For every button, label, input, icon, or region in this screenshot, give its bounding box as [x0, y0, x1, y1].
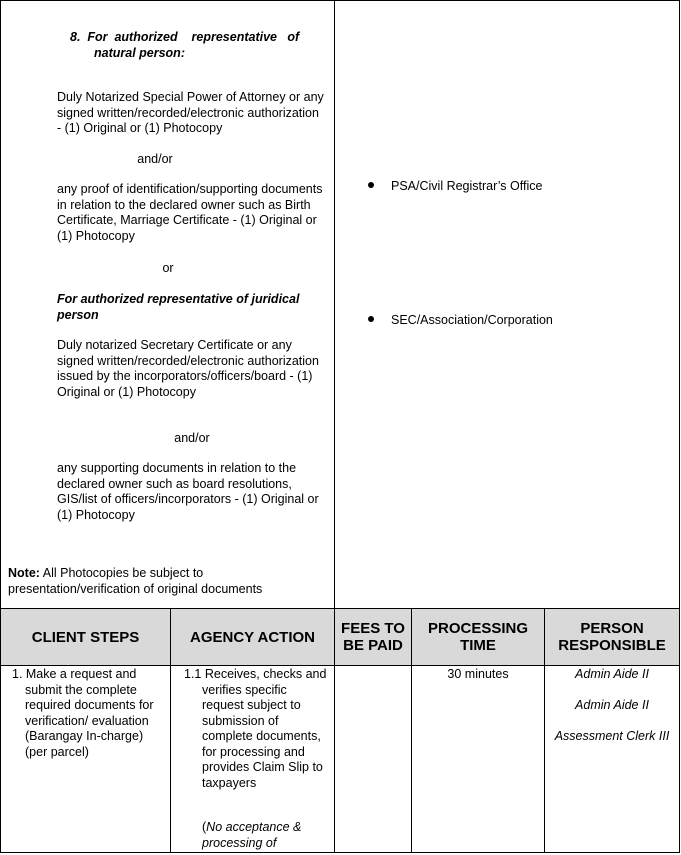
- person-responsible-3: Assessment Clerk III: [554, 729, 670, 743]
- juridical-requirement: Duly notarized Secretary Certificate or any signed written/recorded/electronic authorization issued by the incorporators/officers/board - (1) Original or (1) Photocopy: [57, 338, 319, 399]
- bullet-icon: [368, 316, 374, 322]
- note-label: Note:: [8, 566, 40, 580]
- divider-header-bottom: [0, 665, 680, 666]
- header-client-steps-label: CLIENT STEPS: [31, 628, 140, 646]
- andor-separator-1: and/or: [137, 152, 173, 166]
- item8-heading-line1: 8. For authorized representative of: [70, 30, 300, 44]
- note-text: All Photocopies be subject to presentation/verification of original documents: [8, 566, 263, 596]
- agency-note-paren: (: [202, 820, 207, 834]
- border-bottom: [0, 852, 680, 853]
- border-top: [0, 0, 680, 1]
- item8-heading: [70, 30, 326, 61]
- natural-requirement: Duly Notarized Special Power of Attorney or any signed written/recorded/electronic authorization - (1) Original or (1) Photocopy: [57, 90, 324, 135]
- or-separator: or: [162, 261, 174, 275]
- where-to-secure-item: PSA/Civil Registrar’s Office: [391, 179, 543, 193]
- header-person-responsible-label: PERSON RESPONSIBLE: [558, 620, 666, 654]
- header-processing-time: [412, 609, 544, 665]
- agency-action-note: [202, 820, 327, 851]
- divider-top-middle: [334, 0, 335, 609]
- agency-note-italic: No acceptance & processing of: [202, 820, 302, 850]
- header-person-responsible: [545, 609, 679, 665]
- natural-proof: any proof of identification/supporting documents in relation to the declared owner such as Birth Certificate, Marriage Certificate - (1) Original or (1) Photocopy: [57, 182, 323, 243]
- col-divider-3: [411, 609, 412, 853]
- border-right: [679, 0, 680, 853]
- header-agency-action-label: AGENCY ACTION: [189, 628, 315, 646]
- item8-heading-line2: natural person:: [94, 45, 185, 60]
- processing-time-1: 30 minutes: [447, 667, 509, 681]
- header-agency-action: [171, 609, 334, 665]
- where-to-secure-item: SEC/Association/Corporation: [391, 313, 553, 327]
- person-responsible-1: Admin Aide II: [575, 667, 649, 681]
- juridical-heading: For authorized representative of juridical person: [57, 292, 300, 322]
- header-fees-label: FEES TO BE PAID: [341, 620, 405, 654]
- person-responsible-2: Admin Aide II: [575, 698, 649, 712]
- header-processing-time-label: PROCESSING TIME: [427, 620, 529, 654]
- bullet-icon: [368, 182, 374, 188]
- header-client-steps: [1, 609, 170, 665]
- border-left: [0, 0, 1, 853]
- col-divider-4: [544, 609, 545, 853]
- client-step-1: 1. Make a request and submit the complete required documents for verification/ evaluation (Barangay In-charge) (per parcel): [12, 667, 154, 759]
- header-fees: [335, 609, 411, 665]
- juridical-supporting: any supporting documents in relation to the declared owner such as board resolutions, GIS/list of officers/incorporators - (1) Original or (1) Photocopy: [57, 461, 319, 522]
- photocopy-note: [8, 566, 308, 597]
- agency-action-1: 1.1 Receives, checks and verifies specific request subject to submission of complete documents, for processing and provides Claim Slip to taxpayers: [184, 667, 327, 790]
- col-divider-2: [334, 609, 335, 853]
- col-divider-1: [170, 609, 171, 853]
- andor-separator-2: and/or: [174, 431, 210, 445]
